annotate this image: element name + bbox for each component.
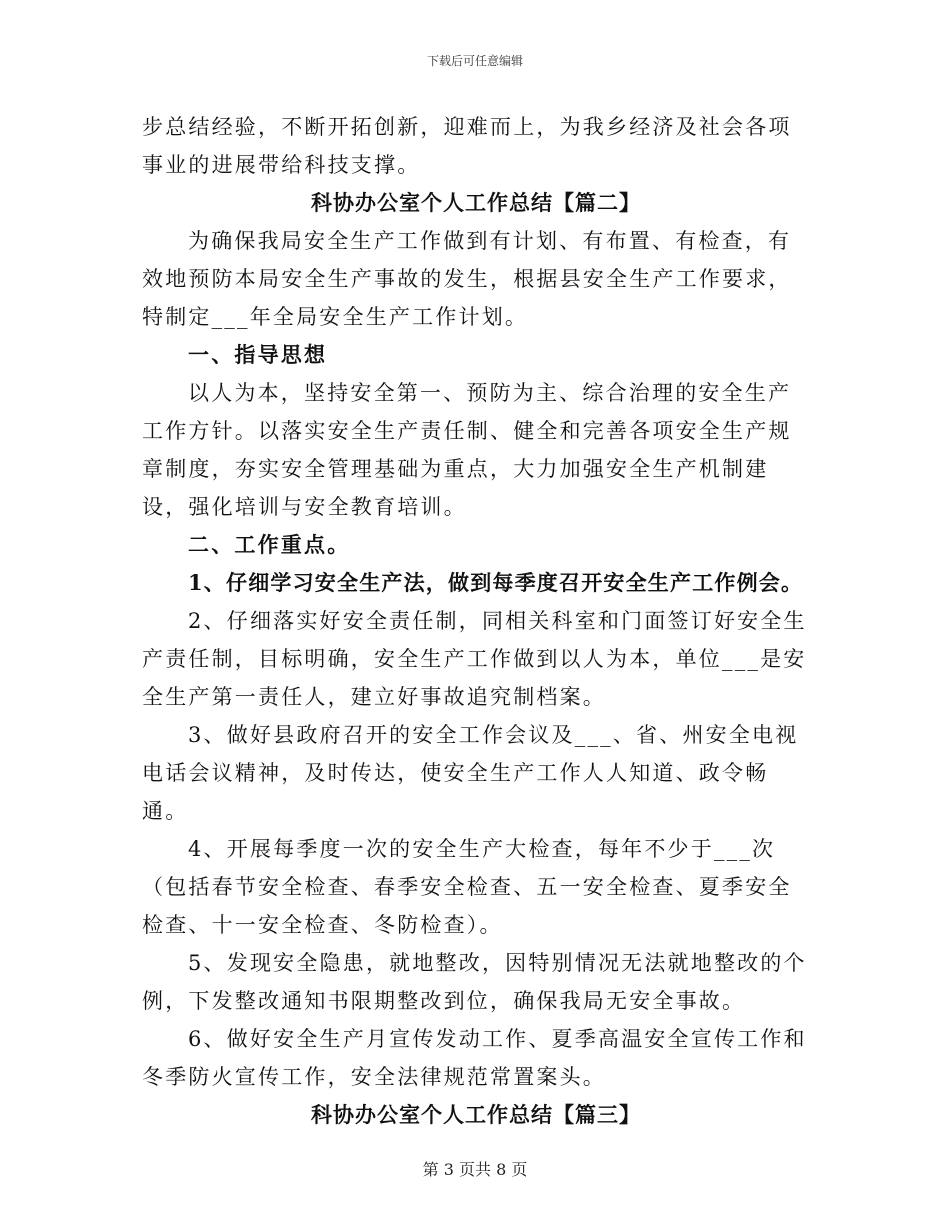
paragraph-intro: 为确保我局安全生产工作做到有计划、有布置、有检查，有效地预防本局安全生产事故的发生，根据县安全生产工作要求，特制定___年全局安全生产工作计划。 [142, 229, 792, 329]
list-item-1: 1、仔细学习安全生产法，做到每季度召开安全生产工作例会。 [188, 570, 804, 595]
list-item-6: 6、做好安全生产月宣传发动工作、夏季高温安全宣传工作和冬季防火宣传工作，安全法律规范常置案头。 [142, 1027, 807, 1089]
document-body [142, 108, 810, 1134]
heading-work-focus: 二、工作重点。 [188, 532, 351, 557]
heading-guiding-thought: 一、指导思想 [188, 342, 328, 367]
list-item-4: 4、开展每季度一次的安全生产大检查，每年不少于___次（包括春节安全检查、春季安全检查、五一安全检查、夏季安全检查、十一安全检查、冬防检查）。 [142, 837, 792, 937]
page-header: 下载后可任意编辑 [426, 54, 523, 68]
list-item-2: 2、仔细落实好安全责任制，同相关科室和门面签订好安全生产责任制，目标明确，安全生产工作做到以人为本，单位___是安全生产第一责任人，建立好事故追究制档案。 [142, 609, 807, 709]
paragraph-guiding-thought: 以人为本，坚持安全第一、预防为主、综合治理的安全生产工作方针。以落实安全生产责任制、健全和完善各项安全生产规章制度，夯实安全管理基础为重点，大力加强安全生产机制建设，强化培训与安全教育培训。 [142, 381, 792, 519]
section-title-3: 科协办公室个人工作总结【篇三】 [311, 1102, 641, 1127]
list-item-5: 5、发现安全隐患，就地整改，因特别情况无法就地整改的个例，下发整改通知书限期整改到位，确保我局无安全事故。 [142, 951, 807, 1013]
section-title-2: 科协办公室个人工作总结【篇二】 [311, 190, 641, 215]
list-item-3: 3、做好县政府召开的安全工作会议及___、省、州安全电视电话会议精神，及时传达，使安全生产工作人人知道、政令畅通。 [142, 723, 799, 823]
page-footer: 第 3 页共 8 页 [422, 1160, 528, 1179]
paragraph-continuation: 步总结经验，不断开拓创新，迎难而上，为我乡经济及社会各项事业的进展带给科技支撑。 [142, 115, 792, 177]
